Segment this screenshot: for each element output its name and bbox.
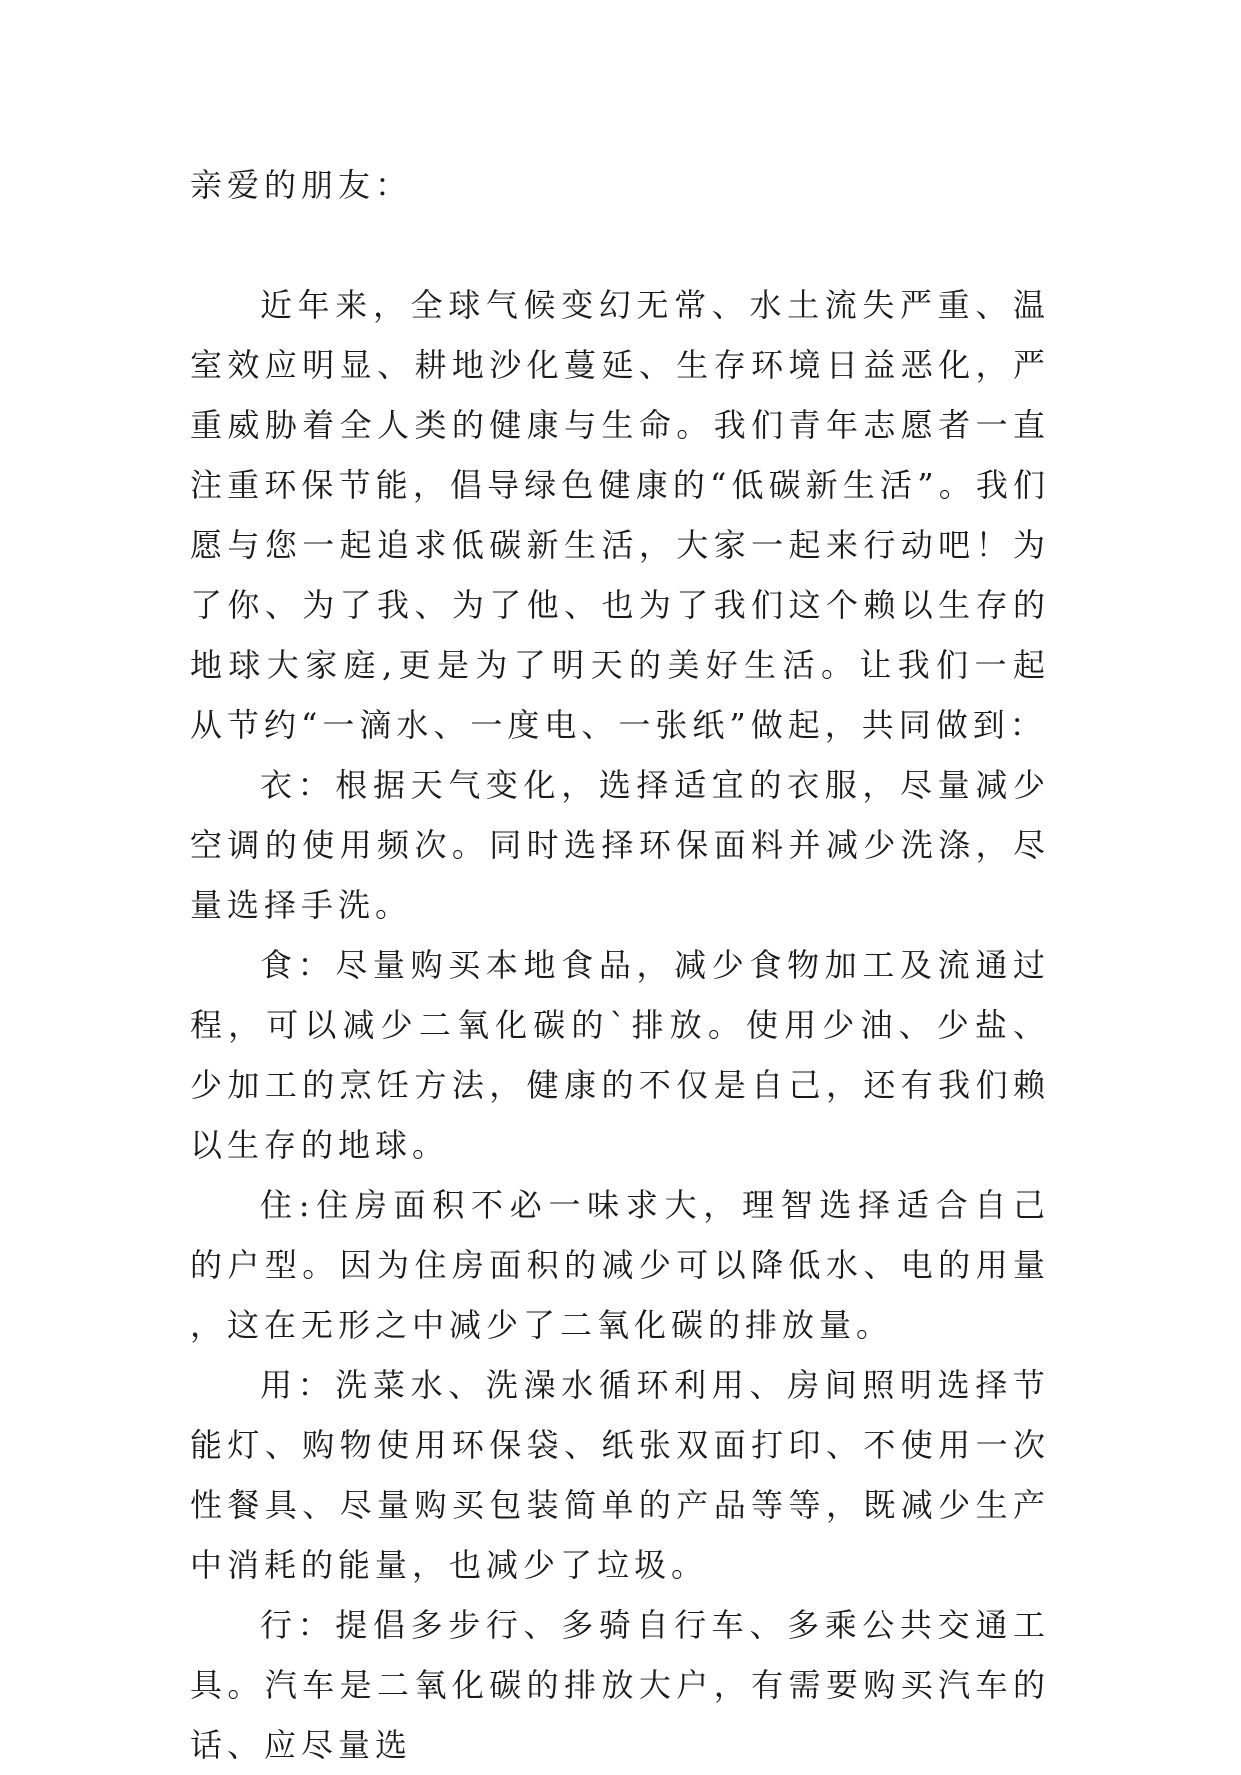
- paragraph-travel: 行：提倡多步行、多骑自行车、多乘公共交通工具。汽车是二氧化碳的排放大户，有需要购买汽车的话、应尽量选: [190, 1606, 1050, 1764]
- letter-body: [190, 275, 1050, 1775]
- paragraph-intro: 近年来，全球气候变幻无常、水土流失严重、温室效应明显、耕地沙化蔓延、生存环境日益恶化，严重威胁着全人类的健康与生命。我们青年志愿者一直注重环保节能，倡导绿色健康的“低碳新生活”。我们愿与您一起追求低碳新生活，大家一起来行动吧！为了你、为了我、为了他、也为了我们这个赖以生存的地球大家庭,更是为了明天的美好生活。让我们一起从节约“一滴水、一度电、一张纸”做起，共同做到：: [190, 286, 1050, 744]
- paragraph-food: 食：尽量购买本地食品，减少食物加工及流通过程，可以减少二氧化碳的`排放。使用少油、少盐、少加工的烹饪方法，健康的不仅是自己，还有我们赖以生存的地球。: [190, 946, 1050, 1164]
- paragraph-clothing: 衣：根据天气变化，选择适宜的衣服，尽量减少空调的使用频次。同时选择环保面料并减少洗涤，尽量选择手洗。: [190, 766, 1050, 924]
- paragraph-housing: 住:住房面积不必一味求大，理智选择适合自己的户型。因为住房面积的减少可以降低水、电的用量，这在无形之中减少了二氧化碳的排放量。: [190, 1186, 1050, 1344]
- salutation: 亲爱的朋友：: [190, 166, 413, 204]
- paragraph-usage: 用：洗菜水、洗澡水循环利用、房间照明选择节能灯、购物使用环保袋、纸张双面打印、不使用一次性餐具、尽量购买包装简单的产品等等，既减少生产中消耗的能量，也减少了垃圾。: [190, 1366, 1050, 1584]
